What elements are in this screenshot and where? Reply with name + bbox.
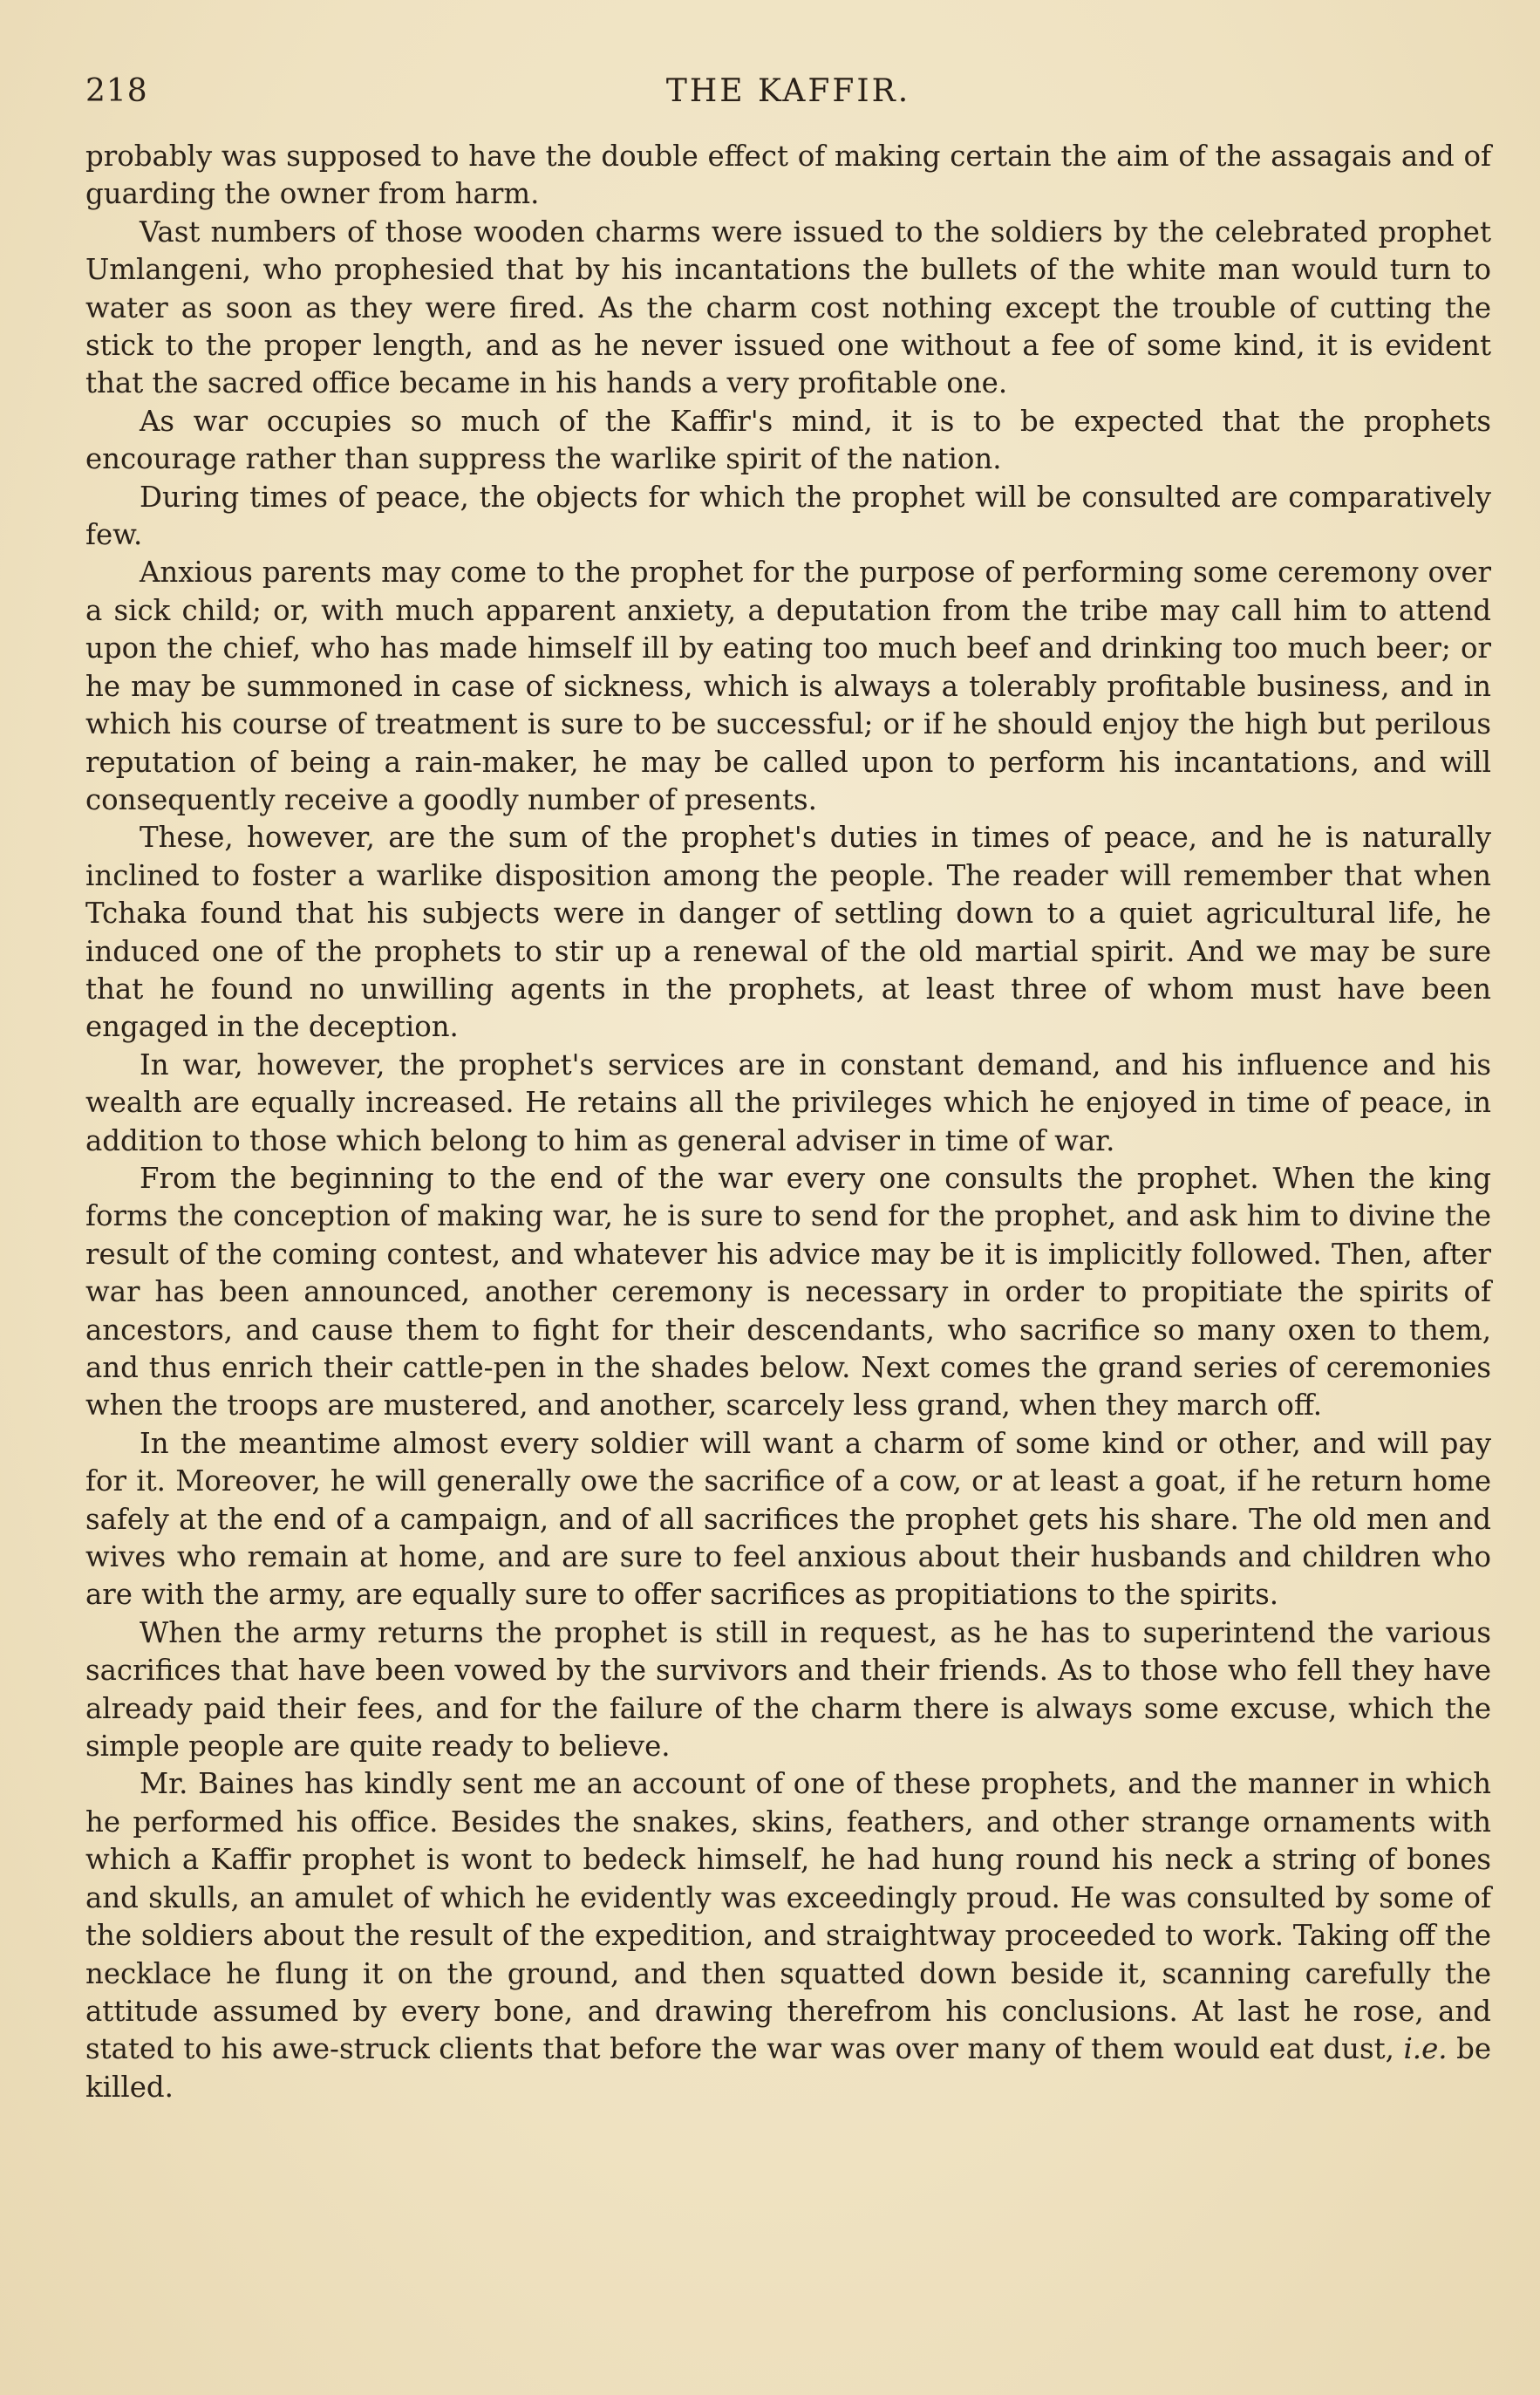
paragraph-1: probably was supposed to have the double effect of making certain the aim of the assagais and of guarding the owner from harm. (85, 140, 1491, 211)
paragraph-3: As war occupies so much of the Kaffir's mind, it is to be expected that the prophets encourage rather than suppress the warlike spirit of the nation. (85, 404, 1491, 476)
paragraph-6: These, however, are the sum of the prophet's duties in times of peace, and he is naturally inclined to foster a warlike disposition among the people. The reader will remember that when Tchaka found that his subjects were in danger of settling down to a quiet agricultural life, he induced one of the prophets to stir up a renewal of the old martial spirit. And we may be sure that he found no unwilling agents in the prophets, at least three of whom must have been engaged in the deception. (85, 821, 1491, 1044)
running-title: THE KAFFIR. (665, 73, 911, 109)
paragraph-4: During times of peace, the objects for which the prophet will be consulted are comparatively few. (85, 480, 1491, 552)
paragraph-11 (85, 1765, 1491, 2106)
paragraph-2: Vast numbers of those wooden charms were issued to the soldiers by the celebrated prophet Umlangeni, who prophesied that by his incantations the bullets of the white man would turn to water as soon as they were fired. As the charm cost nothing except the trouble of cutting the stick to the proper length, and as he never issued one without a fee of some kind, it is evident that the sacred office became in his hands a very profitable one. (85, 215, 1491, 400)
page-number: 218 (85, 73, 148, 109)
body-text (85, 138, 1491, 2106)
paragraph-11-ending: be killed. (85, 2032, 1492, 2104)
paragraph-8: From the beginning to the end of the war every one consults the prophet. When the king forms the conception of making war, he is sure to send for the prophet, and ask him to divine the result of the coming contest, and whatever his advice may be it is implicitly followed. Then, after war has been announced, another ceremony is necessary in order to propitiate the spirits of ancestors, and cause them to fight for their descendants, who sacrifice so many oxen to them, and thus enrich their cattle-pen in the shades below. Next comes the grand series of ceremonies when the troops are mustered, and another, scarcely less grand, when they march off. (85, 1161, 1491, 1423)
book-page (85, 70, 1491, 2106)
paragraph-10: When the army returns the prophet is still in request, as he has to superintend the various sacrifices that have been vowed by the survivors and their friends. As to those who fell they have already paid their fees, and for the failure of the charm there is always some excuse, which the simple people are quite ready to believe. (85, 1615, 1491, 1764)
paragraph-7: In war, however, the prophet's services are in constant demand, and his influence and his wealth are equally increased. He retains all the privileges which he enjoyed in time of peace, in addition to those which belong to him as general adviser in time of war. (85, 1047, 1491, 1157)
paragraph-9: In the meantime almost every soldier will want a charm of some kind or other, and will pay for it. Moreover, he will generally owe the sacrifice of a cow, or at least a goat, if he return home safely at the end of a campaign, and of all sacrifices the prophet gets his share. The old men and wives who remain at home, and are sure to feel anxious about their husbands and children who are with the army, are equally sure to offer sacrifices as propitiations to the spirits. (85, 1426, 1491, 1612)
running-head (85, 70, 1491, 119)
paragraph-11-text: Mr. Baines has kindly sent me an account of one of these prophets, and the manner in which he performed his office. Besides the snakes, skins, feathers, and other strange ornaments with which a Kaffir prophet is wont to bedeck himself, he had hung round his neck a string of bones and skulls, an amulet of which he evidently was exceedingly proud. He was consulted by some of the soldiers about the result of the expedition, and straightway proceeded to work. Taking off the necklace he flung it on the ground, and then squatted down beside it, scanning carefully the attitude assumed by every bone, and drawing therefrom his conclusions. At last he rose, and stated to his awe-struck clients that before the war was over many of them would eat dust, (85, 1767, 1491, 2066)
italic-abbreviation: i.e. (1403, 2032, 1448, 2066)
paragraph-5: Anxious parents may come to the prophet for the purpose of performing some ceremony over a sick child; or, with much apparent anxiety, a deputation from the tribe may call him to attend upon the chief, who has made himself ill by eating too much beef and drinking too much beer; or he may be summoned in case of sickness, which is always a tolerably profitable business, and in which his course of treatment is sure to be successful; or if he should enjoy the high but perilous reputation of being a rain-maker, he may be called upon to perform his incantations, and will consequently receive a goodly number of presents. (85, 556, 1491, 816)
